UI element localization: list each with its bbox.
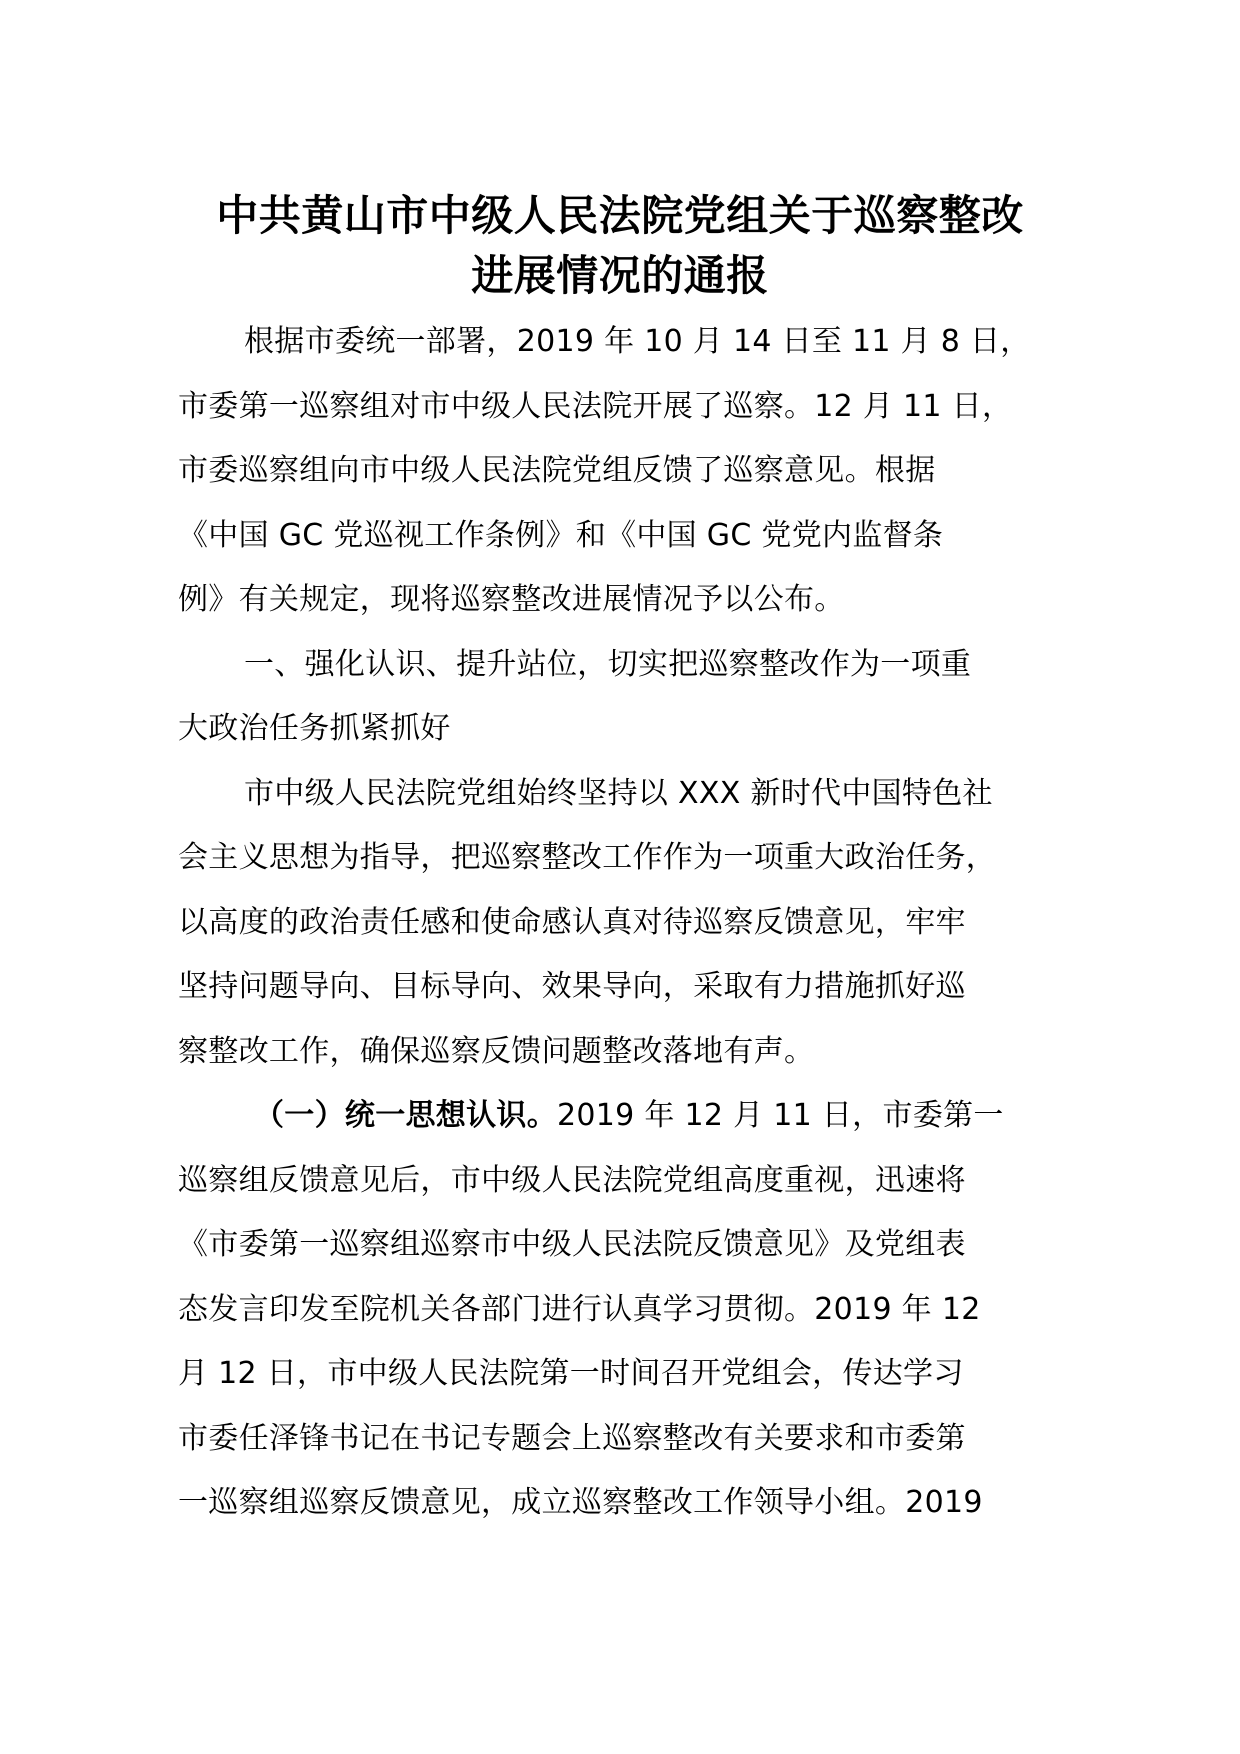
subsection-1-first-line-text: 2019 年 12 月 11 日，市委第一 (557, 1098, 1004, 1133)
subsection-1-line: 《市委第一巡察组巡察市中级人民法院反馈意见》及党组表 (178, 1227, 966, 1262)
subsection-1-line: 月 12 日，市中级人民法院第一时间召开党组会，传达学习 (178, 1356, 964, 1391)
paragraph-2-line: 坚持问题导向、目标导向、效果导向，采取有力措施抓好巡 (178, 969, 966, 1004)
subsection-1-first-line (178, 1084, 1078, 1149)
title-line-1: 中共黄山市中级人民法院党组关于巡察整改 (216, 191, 1024, 240)
document-body (178, 310, 1078, 1536)
section-1-heading-line: 大政治任务抓紧抓好 (178, 711, 451, 746)
subsection-1-line: 态发言印发至院机关各部门进行认真学习贯彻。2019 年 12 (178, 1291, 981, 1327)
paragraph-1-line: 市委第一巡察组对市中级人民法院开展了巡察。12 月 11 日， (178, 388, 1013, 424)
subsection-1-line: 一巡察组巡察反馈意见，成立巡察整改工作领导小组。2019 (178, 1485, 983, 1520)
subsection-1-line: 市委任泽锋书记在书记专题会上巡察整改有关要求和市委第 (178, 1420, 966, 1456)
paragraph-2-line: 以高度的政治责任感和使命感认真对待巡察反馈意见，牢牢 (178, 904, 966, 940)
paragraph-1-line: 《中国 GC 党巡视工作条例》和《中国 GC 党党内监督条 (178, 517, 944, 553)
paragraph-1-line: 根据市委统一部署，2019 年 10 月 14 日至 11 月 8 日， (244, 324, 1031, 359)
paragraph-1-line: 例》有关规定，现将巡察整改进展情况予以公布。 (178, 582, 845, 617)
paragraph-1-line: 市委巡察组向市中级人民法院党组反馈了巡察意见。根据 (178, 453, 936, 488)
section-1-heading-line: 一、强化认识、提升站位，切实把巡察整改作为一项重 (244, 646, 972, 682)
subsection-1-line: 巡察组反馈意见后，市中级人民法院党组高度重视，迅速将 (178, 1162, 966, 1198)
paragraph-2-line: 会主义思想为指导，把巡察整改工作作为一项重大政治任务， (178, 840, 997, 875)
document-title (160, 186, 1080, 306)
paragraph-2-line: 市中级人民法院党组始终坚持以 XXX 新时代中国特色社 (244, 775, 993, 811)
title-line-2: 进展情况的通报 (471, 251, 769, 300)
subsection-1-heading: （一）统一思想认识。 (254, 1098, 557, 1133)
paragraph-2-line: 察整改工作，确保巡察反馈问题整改落地有声。 (178, 1033, 815, 1069)
